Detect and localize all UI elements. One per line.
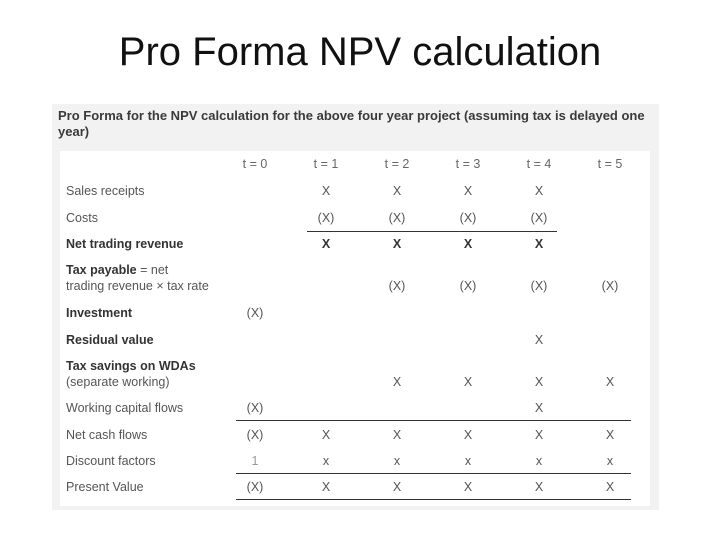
cell-tax-savings-t4: X: [534, 375, 544, 389]
cell-discount-factors-t5: x: [606, 454, 614, 468]
row-label-tax-payable: [66, 263, 168, 278]
row-label-residual-value: Residual value: [66, 333, 154, 347]
cell-present-value-t5: X: [605, 480, 615, 494]
row-label-tax-savings: Tax savings on WDAs: [66, 359, 196, 373]
subtotal-rule: [307, 231, 557, 232]
total-rule-bottom: [236, 499, 631, 500]
cell-net-cash-flows-t3: X: [463, 428, 473, 442]
cell-net-trading-revenue-t2: X: [392, 237, 402, 251]
cell-costs-t3: (X): [459, 211, 477, 225]
column-header-t4: t = 4: [526, 157, 552, 171]
cell-discount-factors-t4: x: [535, 454, 543, 468]
cell-tax-payable-t2: (X): [388, 279, 406, 293]
column-header-t5: t = 5: [597, 157, 623, 171]
tax-payable-label-rest: = net: [136, 263, 169, 277]
cell-net-cash-flows-t2: X: [392, 428, 402, 442]
cell-costs-t4: (X): [530, 211, 548, 225]
cell-present-value-t1: X: [321, 480, 331, 494]
row-label-investment: Investment: [66, 306, 132, 320]
cell-tax-payable-t5: (X): [601, 279, 619, 293]
row-label-working-capital: Working capital flows: [66, 401, 184, 415]
cell-net-trading-revenue-t4: X: [534, 237, 544, 251]
column-header-t3: t = 3: [455, 157, 481, 171]
cell-tax-payable-t3: (X): [459, 279, 477, 293]
cell-sales-receipts-t1: X: [321, 184, 331, 198]
cell-tax-payable-t4: (X): [530, 279, 548, 293]
row-label-tax-payable-line2: trading revenue × tax rate: [66, 279, 209, 293]
cell-net-trading-revenue-t3: X: [463, 237, 473, 251]
cell-discount-factors-t1: x: [322, 454, 330, 468]
cell-sales-receipts-t3: X: [463, 184, 473, 198]
row-label-costs: Costs: [66, 211, 98, 225]
tax-payable-label-bold: Tax payable: [66, 263, 137, 277]
row-label-present-value: Present Value: [66, 480, 144, 494]
cell-net-cash-flows-t0: (X): [246, 428, 264, 442]
column-header-t2: t = 2: [384, 157, 410, 171]
cell-working-capital-t0: (X): [246, 401, 264, 415]
slide-title: Pro Forma NPV calculation: [118, 30, 602, 74]
cell-tax-savings-t5: X: [605, 375, 615, 389]
cell-net-cash-flows-t5: X: [605, 428, 615, 442]
row-label-discount-factors: Discount factors: [66, 454, 156, 468]
cell-discount-factors-t2: x: [393, 454, 401, 468]
cell-sales-receipts-t4: X: [534, 184, 544, 198]
npv-proforma-panel: [52, 104, 659, 510]
cell-present-value-t3: X: [463, 480, 473, 494]
cell-discount-factors-t3: x: [464, 454, 472, 468]
cell-costs-t2: (X): [388, 211, 406, 225]
cell-present-value-t2: X: [392, 480, 402, 494]
cell-present-value-t4: X: [534, 480, 544, 494]
npv-proforma-table: [60, 151, 650, 506]
total-rule-top: [236, 420, 631, 421]
row-label-tax-savings-line2: (separate working): [66, 375, 170, 389]
row-label-net-cash-flows: Net cash flows: [66, 428, 148, 442]
cell-tax-savings-t2: X: [392, 375, 402, 389]
cell-present-value-t0: (X): [246, 480, 264, 494]
row-label-sales-receipts: Sales receipts: [66, 184, 145, 198]
cell-net-cash-flows-t1: X: [321, 428, 331, 442]
cell-net-trading-revenue-t1: X: [321, 237, 331, 251]
cell-costs-t1: (X): [317, 211, 335, 225]
cell-investment-t0: (X): [246, 306, 264, 320]
cell-tax-savings-t3: X: [463, 375, 473, 389]
column-header-t1: t = 1: [313, 157, 339, 171]
cell-discount-factors-t0: 1: [251, 454, 259, 468]
cell-residual-value-t4: X: [534, 333, 544, 347]
total-rule-mid: [236, 473, 631, 474]
panel-heading: Pro Forma for the NPV calculation for the above four year project (assuming tax is delayed one year): [58, 108, 645, 139]
cell-working-capital-t4: X: [534, 401, 544, 415]
row-label-net-trading-revenue: Net trading revenue: [66, 237, 184, 251]
column-header-t0: t = 0: [242, 157, 268, 171]
cell-net-cash-flows-t4: X: [534, 428, 544, 442]
cell-sales-receipts-t2: X: [392, 184, 402, 198]
